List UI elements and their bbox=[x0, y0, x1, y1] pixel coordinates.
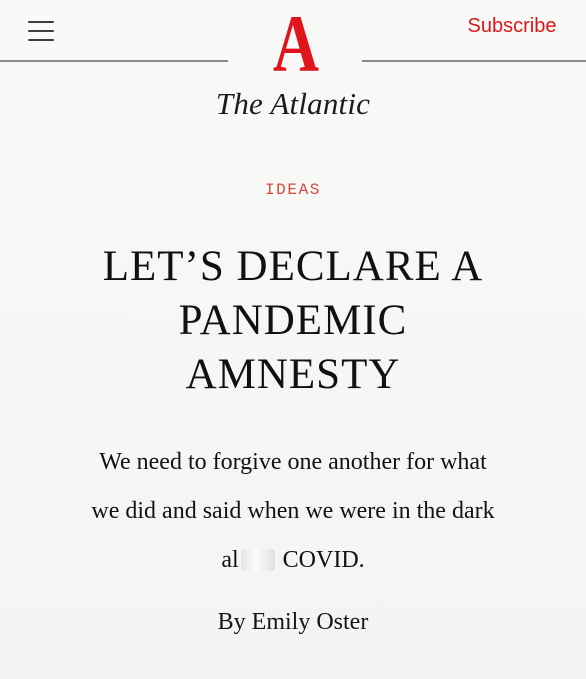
section-label[interactable]: IDEAS bbox=[264, 181, 321, 199]
dek-text-suffix: COVID. bbox=[282, 547, 365, 573]
article-dek bbox=[24, 438, 562, 585]
header-divider-right bbox=[362, 60, 586, 62]
headline-line: LET’S DECLARE A bbox=[102, 243, 484, 290]
article-byline[interactable]: By Emily Oster bbox=[217, 609, 369, 635]
menu-bar bbox=[28, 21, 54, 23]
dek-text-prefix: al bbox=[221, 547, 239, 573]
dek-line-last bbox=[24, 536, 562, 585]
atlantic-logo-letter[interactable]: A bbox=[272, 0, 320, 89]
obscured-text bbox=[241, 549, 275, 571]
menu-bar bbox=[28, 30, 54, 32]
header-divider-left bbox=[0, 60, 228, 62]
subscribe-link[interactable]: Subscribe bbox=[467, 15, 557, 37]
dek-line: we did and said when we were in the dark bbox=[91, 498, 495, 524]
article-headline bbox=[40, 240, 546, 402]
menu-bar bbox=[28, 39, 54, 41]
hamburger-menu-icon[interactable] bbox=[24, 14, 58, 48]
dek-line: We need to forgive one another for what bbox=[99, 449, 487, 475]
site-wordmark[interactable]: The Atlantic bbox=[215, 86, 371, 121]
headline-line: PANDEMIC bbox=[178, 297, 408, 344]
headline-line: AMNESTY bbox=[185, 351, 401, 398]
